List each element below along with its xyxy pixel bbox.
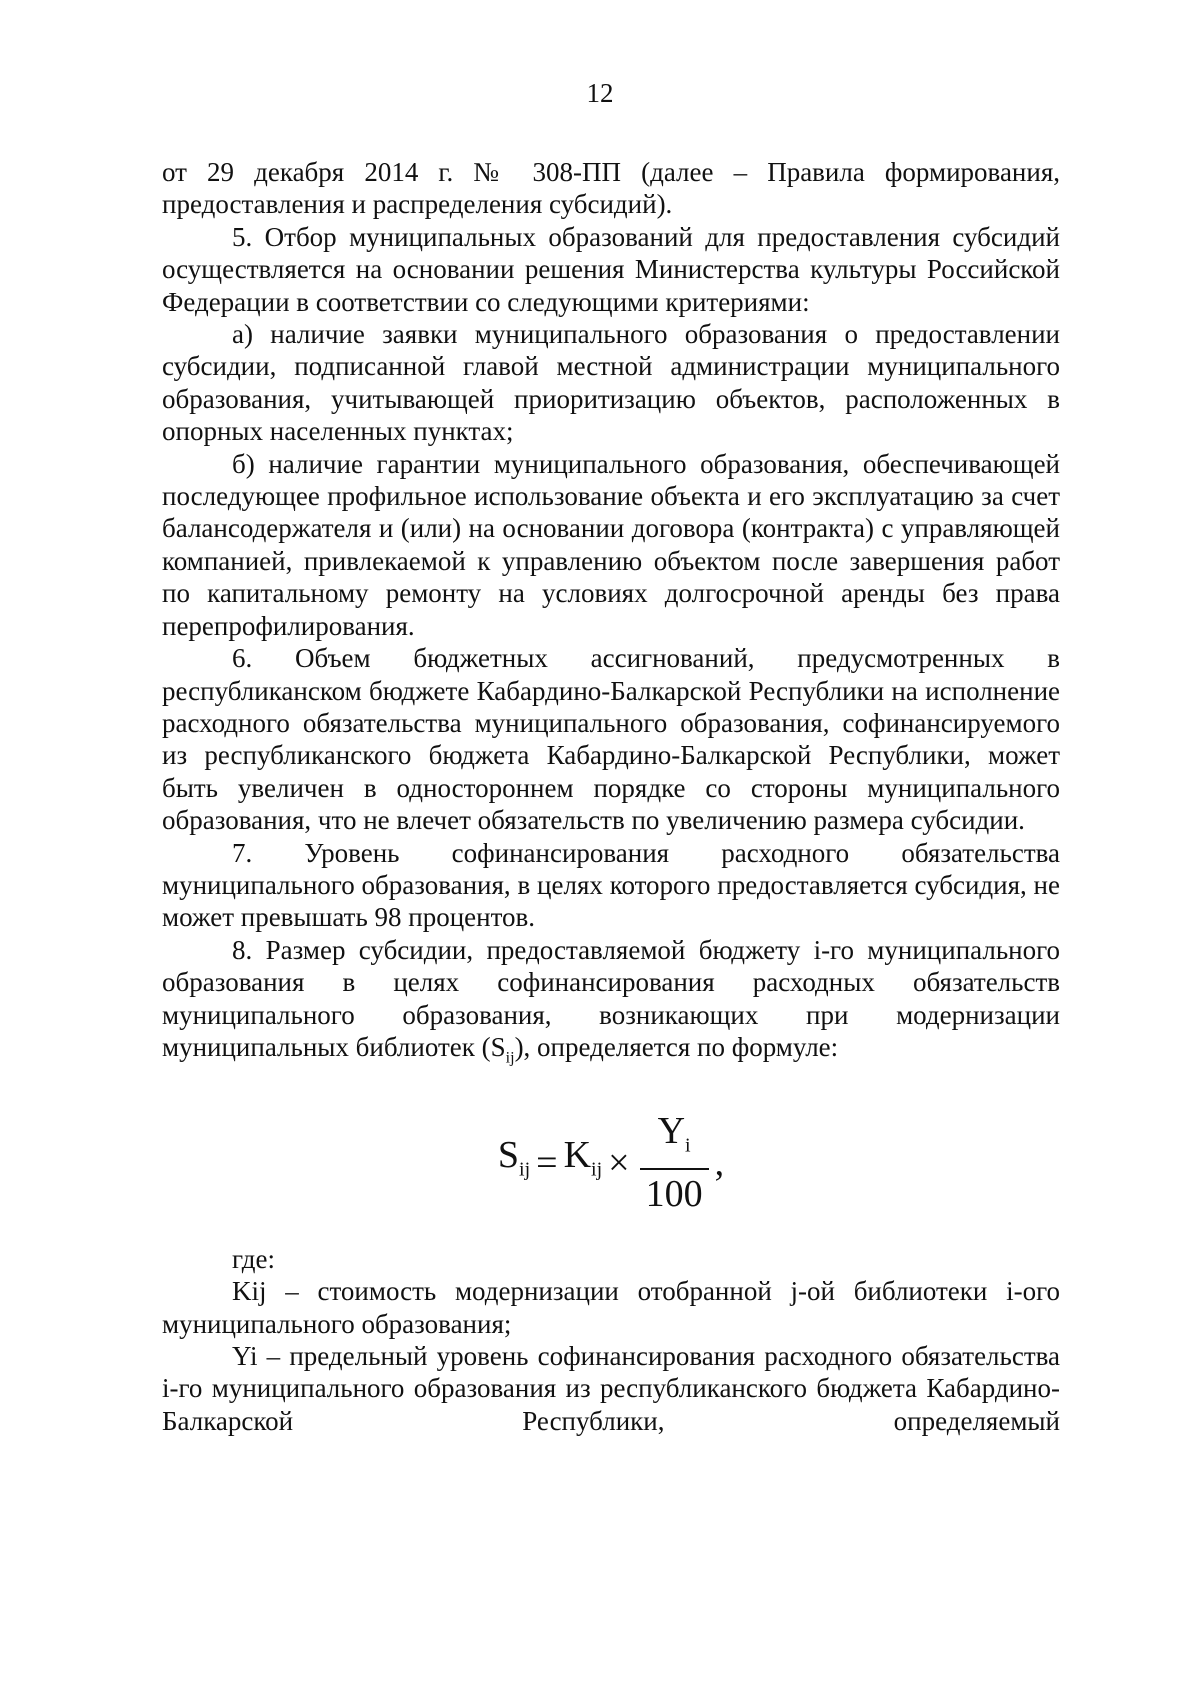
paragraph-5a: а) наличие заявки муниципального образования о предоставлении субсидии, подписанной главой местной администрации муниципального образования, учитывающей приоритизацию объектов, расположенных в опорных населенных пунктах; — [162, 319, 1060, 447]
formula-comma: , — [714, 1141, 725, 1184]
formula-k: $K_{ij}$ — [563, 1134, 603, 1181]
formula-lhs: $S_{ij}$ — [497, 1134, 531, 1181]
subsidy-formula — [162, 1103, 1060, 1223]
document-body — [162, 156, 1060, 1437]
paragraph-8 — [162, 934, 1060, 1075]
paragraph-8-subscript: ij — [505, 1049, 515, 1067]
formula-equals: = — [536, 1141, 558, 1184]
where-label: где: — [232, 1243, 275, 1274]
definition-y: Yi – предельный уровень софинансирования расходного обязательства i-го муниципального образования из республиканского бюджета Кабардино-Балкарской Республики, определяемый — [162, 1340, 1060, 1436]
paragraph-5: 5. Отбор муниципальных образований для предоставления субсидий осуществляется на основании решения Министерства культуры Российской Федерации в соответствии со следующими критериями: — [162, 221, 1060, 317]
paragraph-5b: б) наличие гарантии муниципального образования, обеспечивающей последующее профильное использование объекта и его эксплуатацию за счет балансодержателя и (или) на основании договора (контракта) с управляющей компанией, привлекаемой к управлению объектом после завершения работ по капитальному ремонту на условиях долгосрочной аренды без права перепрофилирования. — [162, 448, 1060, 641]
definition-k: Kij – стоимость модернизации отобранной j-ой библиотеки i-ого муниципального образования; — [162, 1276, 1060, 1339]
paragraph-8-text-before: 8. Размер субсидии, предоставляемой бюджету i-го муниципального образования в целях софинансирования расходных обязательств муниципального образования, возникающих при модернизации муниципальных библиотек (S — [162, 934, 1060, 1062]
paragraph-continuation: от 29 декабря 2014 г. № 308-ПП (далее – Правила формирования, предоставления и распределения субсидий). — [162, 157, 1060, 220]
formula-fraction — [640, 1109, 709, 1216]
formula-times: × — [608, 1141, 630, 1184]
paragraph-7: 7. Уровень софинансирования расходного обязательства муниципального образования, в целях которого предоставляется субсидия, не может превышать 98 процентов. — [162, 837, 1060, 933]
formula-numerator: $Y_i$ — [657, 1110, 691, 1158]
paragraph-6: 6. Объем бюджетных ассигнований, предусмотренных в республиканском бюджете Кабардино-Балкарской Республики на исполнение расходного обязательства муниципального образования, софинансируемого из республиканского бюджета Кабардино-Балкарской Республики, может быть увеличен в одностороннем порядке со стороны муниципального образования, что не влечет обязательств по увеличению размера субсидии. — [162, 643, 1060, 836]
formula-denominator: 100 — [640, 1168, 709, 1216]
page-number: 12 — [586, 78, 614, 108]
paragraph-8-text-after: ), определяется по формуле: — [514, 1031, 839, 1062]
